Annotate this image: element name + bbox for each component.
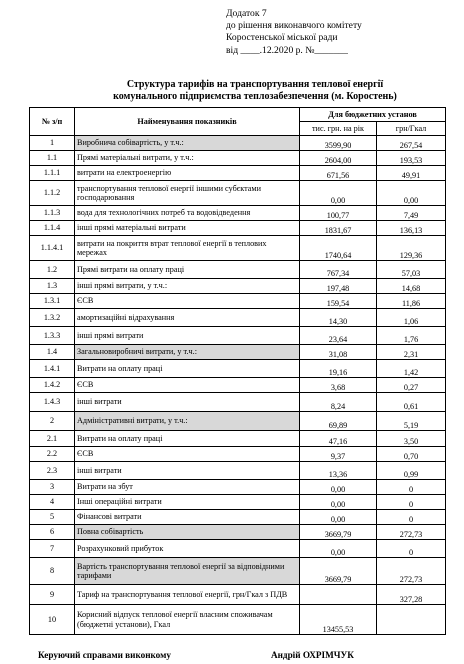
row-number: 1.1: [30, 151, 75, 166]
table-row: [30, 279, 446, 294]
row-value-per-gcal: 0: [377, 540, 446, 558]
row-value-thousands: 767,34: [300, 261, 377, 279]
table-row: [30, 261, 446, 279]
row-number: 1.1.4: [30, 221, 75, 236]
table-row: [30, 605, 446, 635]
row-number: 1: [30, 136, 75, 151]
row-value-per-gcal: 136,13: [377, 221, 446, 236]
row-value-per-gcal: 327,28: [377, 585, 446, 605]
appendix-line-4: від ____.12.2020 р. №_______: [226, 44, 348, 56]
tariff-structure-table: [29, 107, 446, 635]
row-label: Корисний відпуск теплової енергії власним споживачам (бюджетні установи), Гкал: [75, 605, 300, 635]
row-value-thousands: 69,89: [300, 412, 377, 431]
table-row: [30, 393, 446, 412]
table-row: [30, 510, 446, 525]
row-value-per-gcal: 2,31: [377, 345, 446, 360]
row-number: 1.1.1: [30, 166, 75, 181]
appendix-line-1: Додаток 7: [226, 8, 267, 19]
row-value-thousands: [300, 585, 377, 605]
row-value-thousands: 3669,79: [300, 558, 377, 585]
row-value-thousands: 0,00: [300, 181, 377, 206]
row-label: інші прямі витрати, у т.ч.:: [75, 279, 300, 294]
row-value-thousands: 23,64: [300, 327, 377, 345]
header-name: Найменування показників: [75, 108, 300, 136]
row-value-per-gcal: 14,68: [377, 279, 446, 294]
row-number: 9: [30, 585, 75, 605]
row-number: 1.4.1: [30, 360, 75, 378]
row-number: 1.3.2: [30, 309, 75, 327]
table-body: [30, 136, 446, 635]
table-row: [30, 525, 446, 540]
row-number: 1.4: [30, 345, 75, 360]
signatory-title: Керуючий справами виконкому: [38, 650, 171, 660]
row-value-per-gcal: 0: [377, 495, 446, 510]
row-value-thousands: 197,48: [300, 279, 377, 294]
row-label: витрати на покриття втрат теплової енергії в теплових мережах: [75, 236, 300, 261]
row-value-per-gcal: [377, 605, 446, 635]
table-row: [30, 412, 446, 431]
row-label: Тариф на транспортування теплової енергії, грн/Гкал з ПДВ: [75, 585, 300, 605]
row-value-thousands: 31,08: [300, 345, 377, 360]
table-row: [30, 151, 446, 166]
row-value-thousands: 47,16: [300, 431, 377, 447]
table-row: [30, 181, 446, 206]
table-row: [30, 309, 446, 327]
row-label: ЄСВ: [75, 294, 300, 309]
row-value-thousands: 3669,79: [300, 525, 377, 540]
row-value-per-gcal: 129,36: [377, 236, 446, 261]
signatory-name: Андрій ОХРІМЧУК: [271, 650, 354, 660]
row-number: 7: [30, 540, 75, 558]
row-number: 2.2: [30, 447, 75, 462]
row-number: 2.3: [30, 462, 75, 480]
table-row: [30, 294, 446, 309]
row-value-thousands: 8,24: [300, 393, 377, 412]
row-value-per-gcal: 7,49: [377, 206, 446, 221]
table-row: [30, 206, 446, 221]
table-row: [30, 136, 446, 151]
row-value-thousands: 3,68: [300, 378, 377, 393]
row-label: амортизаційні відрахування: [75, 309, 300, 327]
row-value-thousands: 0,00: [300, 480, 377, 495]
row-value-per-gcal: 193,53: [377, 151, 446, 166]
row-value-per-gcal: 0: [377, 510, 446, 525]
row-value-thousands: 0,00: [300, 540, 377, 558]
table-row: [30, 378, 446, 393]
table-row: [30, 345, 446, 360]
header-col-per-gcal: грн/Гкал: [377, 122, 446, 136]
document-title: [40, 79, 464, 103]
row-label: Розрахунковий прибуток: [75, 540, 300, 558]
row-label: Інші операційні витрати: [75, 495, 300, 510]
row-value-thousands: 0,00: [300, 495, 377, 510]
row-number: 1.3.1: [30, 294, 75, 309]
row-value-thousands: 9,37: [300, 447, 377, 462]
row-label: інші прямі витрати: [75, 327, 300, 345]
row-number: 1.2: [30, 261, 75, 279]
header-col-thousands: тис. грн. на рік: [300, 122, 377, 136]
row-number: 2: [30, 412, 75, 431]
row-label: Прямі витрати на оплату праці: [75, 261, 300, 279]
row-value-per-gcal: 0,99: [377, 462, 446, 480]
row-value-thousands: 0,00: [300, 510, 377, 525]
row-value-per-gcal: 3,50: [377, 431, 446, 447]
row-label: Вартість транспортування теплової енергії за відповідними тарифами: [75, 558, 300, 585]
row-label: інші витрати: [75, 393, 300, 412]
header-group: Для бюджетних установ: [300, 108, 446, 122]
row-number: 4: [30, 495, 75, 510]
table-row: [30, 221, 446, 236]
table-row: [30, 360, 446, 378]
row-label: інші прямі матеріальні витрати: [75, 221, 300, 236]
row-number: 1.3: [30, 279, 75, 294]
row-label: ЄСВ: [75, 378, 300, 393]
row-value-thousands: 3599,90: [300, 136, 377, 151]
row-value-per-gcal: 272,73: [377, 558, 446, 585]
row-value-per-gcal: 49,91: [377, 166, 446, 181]
row-value-thousands: 100,77: [300, 206, 377, 221]
table-row: [30, 447, 446, 462]
row-value-thousands: 2604,00: [300, 151, 377, 166]
table-row: [30, 585, 446, 605]
row-value-per-gcal: 57,03: [377, 261, 446, 279]
row-label: вода для технологічних потреб та водовідведення: [75, 206, 300, 221]
row-value-thousands: 19,16: [300, 360, 377, 378]
appendix-block: [226, 8, 362, 57]
appendix-line-3: Коростенської міської ради: [226, 32, 338, 44]
row-number: 1.4.3: [30, 393, 75, 412]
table-row: [30, 495, 446, 510]
table-row: [30, 558, 446, 585]
row-value-per-gcal: 0: [377, 480, 446, 495]
row-number: 1.1.4.1: [30, 236, 75, 261]
row-value-per-gcal: 0,70: [377, 447, 446, 462]
title-line-1: Структура тарифів на транспортування теплової енергії: [126, 79, 384, 90]
row-label: Адміністративні витрати, у т.ч.:: [75, 412, 300, 431]
header-num: № з/п: [30, 108, 75, 136]
row-label: транспортування теплової енергії іншими субєктами господарювання: [75, 181, 300, 206]
table-row: [30, 540, 446, 558]
row-label: Прямі матеріальні витрати, у т.ч.:: [75, 151, 300, 166]
row-value-thousands: 14,30: [300, 309, 377, 327]
row-label: ЄСВ: [75, 447, 300, 462]
row-value-per-gcal: 1,76: [377, 327, 446, 345]
row-number: 2.1: [30, 431, 75, 447]
row-number: 6: [30, 525, 75, 540]
row-number: 3: [30, 480, 75, 495]
row-value-per-gcal: 267,54: [377, 136, 446, 151]
title-line-2: комунального підприємства теплозабезпечення (м. Коростень): [113, 91, 397, 102]
row-value-thousands: 159,54: [300, 294, 377, 309]
row-label: витрати на електроенергію: [75, 166, 300, 181]
row-label: Витрати на оплату праці: [75, 431, 300, 447]
table-row: [30, 480, 446, 495]
row-label: Загальновиробничі витрати, у т.ч.:: [75, 345, 300, 360]
row-value-thousands: 671,56: [300, 166, 377, 181]
row-value-per-gcal: 0,00: [377, 181, 446, 206]
row-value-per-gcal: 0,27: [377, 378, 446, 393]
row-value-per-gcal: 5,19: [377, 412, 446, 431]
row-value-per-gcal: 272,73: [377, 525, 446, 540]
row-number: 5: [30, 510, 75, 525]
row-value-thousands: 1831,67: [300, 221, 377, 236]
table-row: [30, 327, 446, 345]
row-value-per-gcal: 1,42: [377, 360, 446, 378]
table-row: [30, 431, 446, 447]
row-label: Повна собівартість: [75, 525, 300, 540]
row-label: Витрати на оплату праці: [75, 360, 300, 378]
row-label: інші витрати: [75, 462, 300, 480]
row-number: 1.1.2: [30, 181, 75, 206]
row-value-thousands: 13,36: [300, 462, 377, 480]
row-label: Виробнича собівартість, у т.ч.:: [75, 136, 300, 151]
table-row: [30, 236, 446, 261]
appendix-line-2: до рішення виконавчого комітету: [226, 20, 362, 32]
row-number: 8: [30, 558, 75, 585]
row-value-per-gcal: 0,61: [377, 393, 446, 412]
row-number: 1.4.2: [30, 378, 75, 393]
row-label: Витрати на збут: [75, 480, 300, 495]
row-value-per-gcal: 11,86: [377, 294, 446, 309]
table-row: [30, 462, 446, 480]
row-label: Фінансові витрати: [75, 510, 300, 525]
row-number: 1.1.3: [30, 206, 75, 221]
row-number: 1.3.3: [30, 327, 75, 345]
row-value-thousands: 13455,53: [300, 605, 377, 635]
row-number: 10: [30, 605, 75, 635]
table-row: [30, 166, 446, 181]
row-value-per-gcal: 1,06: [377, 309, 446, 327]
row-value-thousands: 1740,64: [300, 236, 377, 261]
